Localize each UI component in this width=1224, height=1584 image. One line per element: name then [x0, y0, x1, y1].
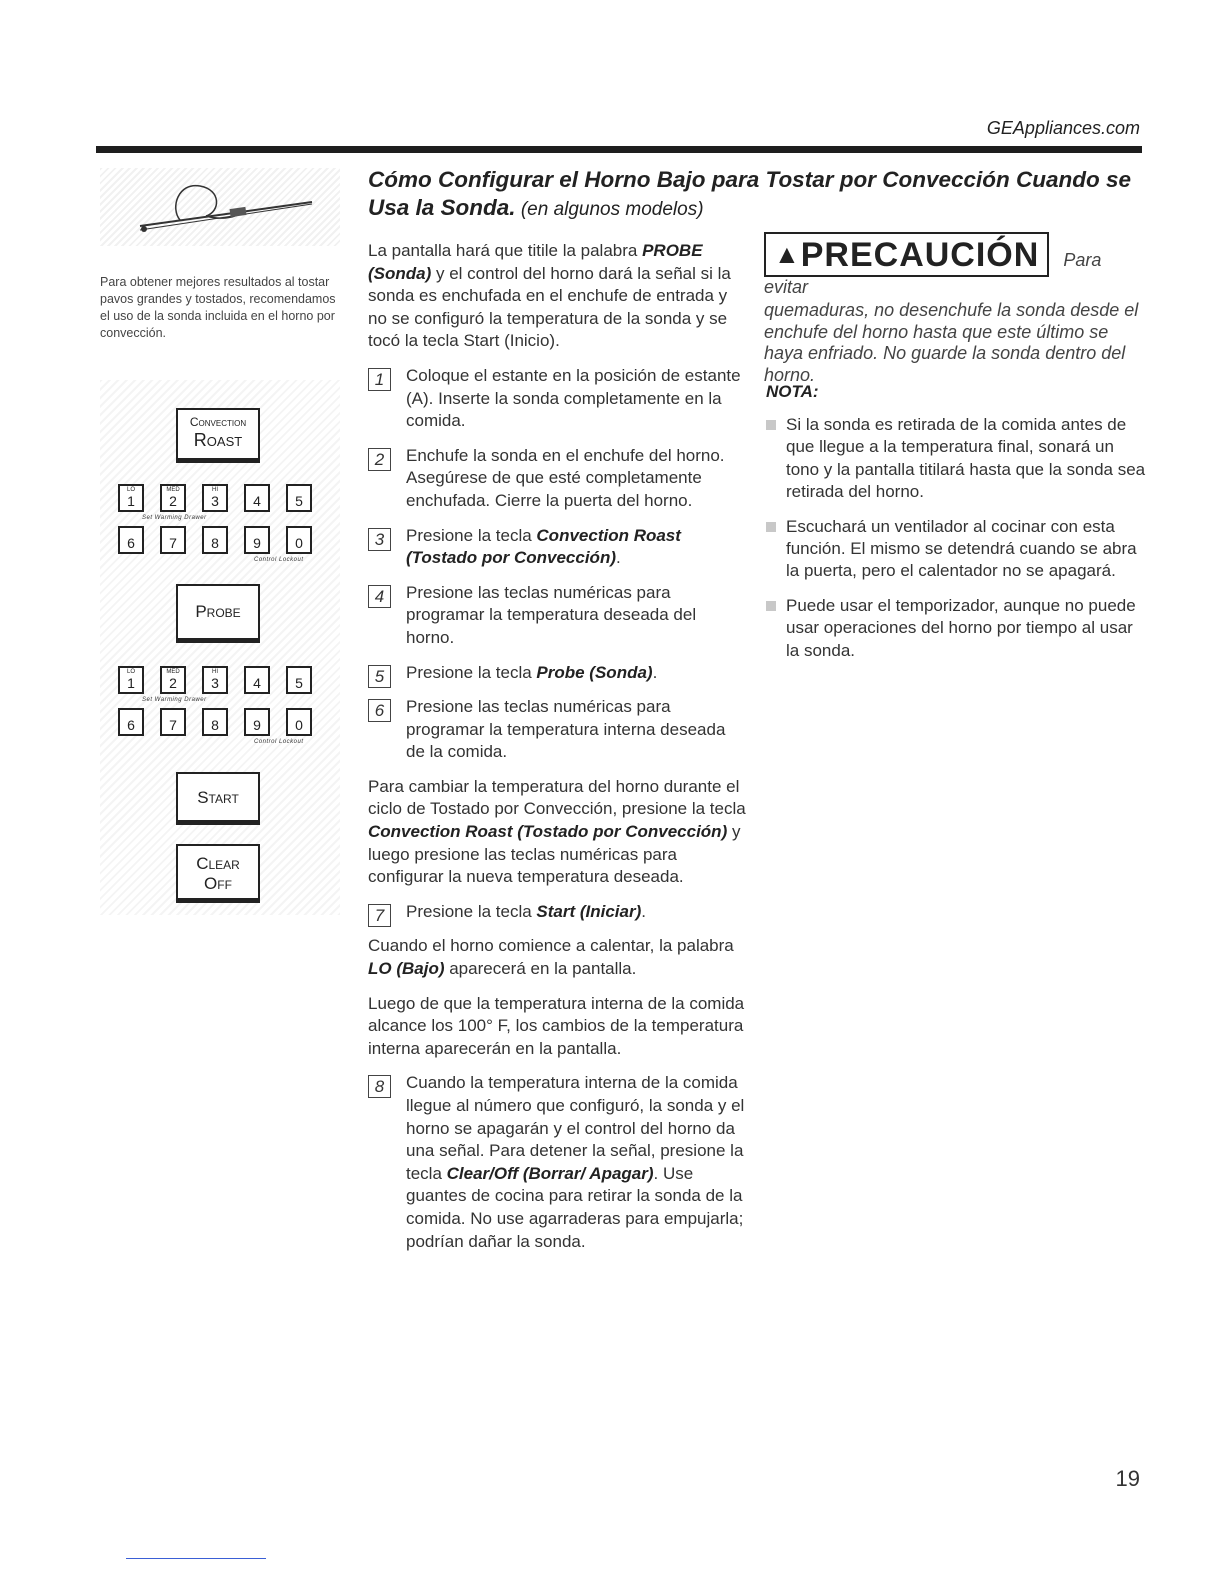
digit-label: 4	[253, 675, 261, 691]
digit-key-9	[244, 708, 270, 736]
digit-key-3	[202, 484, 228, 512]
digit-key-7	[160, 526, 186, 554]
digit-key-5	[286, 484, 312, 512]
step-7	[368, 901, 746, 924]
digit-label: 4	[253, 493, 261, 509]
step-number: 6	[368, 699, 391, 722]
key-name: PROBE (Sonda)	[368, 241, 703, 283]
digit-sublabel: MED	[166, 487, 180, 493]
digit-label: 2	[169, 493, 177, 509]
digit-key-8	[202, 708, 228, 736]
text: Para cambiar la temperatura del horno durante el ciclo de Tostado por Convección, presione la tecla	[368, 776, 746, 819]
key-label: Start	[197, 788, 239, 807]
title-text: Cómo Configurar el Horno Bajo para Tostar por Convección Cuando se Usa la Sonda.	[368, 167, 1132, 220]
digit-key-0	[286, 708, 312, 736]
digit-key-2	[160, 484, 186, 512]
step-4	[368, 582, 746, 650]
step-5	[368, 662, 746, 685]
step-number: 8	[368, 1075, 391, 1098]
note-item	[766, 595, 1146, 662]
key-label: Clear	[196, 854, 240, 873]
digit-label: 8	[211, 535, 219, 551]
text: . Use guantes de cocina para retirar la sonda de la comida. No use agarraderas para empujarla; podrían dañar la sonda.	[406, 1163, 744, 1251]
text: y luego presione las teclas numéricas para configurar la nueva temperatura deseada.	[368, 822, 741, 887]
site-url: GEAppliances.com	[986, 118, 1140, 138]
digit-sublabel: LO	[126, 487, 135, 493]
digit-key-0	[286, 526, 312, 554]
convection-roast-key	[176, 408, 260, 460]
probe-icon	[100, 168, 340, 246]
step-2	[368, 445, 746, 513]
caution-text: quemaduras, no desenchufe la sonda desde el enchufe del horno hasta que este último se haya enfriado. No guarde la sonda dentro del horno.	[764, 300, 1139, 385]
lo-paragraph	[368, 935, 746, 980]
key-label: Off	[204, 874, 232, 893]
step-number: 4	[368, 585, 391, 608]
digit-key-1	[118, 484, 144, 512]
text: Enchufe la sonda en el enchufe del horno. Asegúrese de que esté completamente enchufada. Cierre la puerta del horno.	[406, 445, 725, 510]
text: Presione las teclas numéricas para programar la temperatura interna deseada de la comida.	[406, 697, 726, 762]
note-heading: NOTA:	[766, 382, 819, 401]
caution-label	[764, 232, 1049, 277]
digit-label: 5	[295, 493, 303, 509]
note-text: Escuchará un ventilador al cocinar con esta función. El mismo se detendrá cuando se abra la puerta, pero el calentador no se apagará.	[786, 516, 1137, 581]
digit-key-9	[244, 526, 270, 554]
digit-key-7	[160, 708, 186, 736]
note-item	[766, 414, 1146, 504]
digit-sublabel: LO	[126, 669, 135, 675]
clear-off-key	[176, 844, 260, 900]
step-number: 2	[368, 448, 391, 471]
control-lockout-label: Control Lockout	[254, 739, 304, 745]
square-bullet-icon	[766, 522, 776, 532]
caution-word: PRECAUCIÓN	[800, 236, 1040, 274]
step-8	[368, 1072, 746, 1253]
digit-key-6	[118, 708, 144, 736]
control-lockout-label: Control Lockout	[254, 557, 304, 563]
control-panel-illustration	[100, 380, 340, 915]
note-text: Si la sonda es retirada de la comida antes de que llegue a la temperatura final, sonará un tono y la pantalla titilará hasta que la sonda sea retirada del horno.	[786, 415, 1146, 502]
warming-drawer-label: Set Warming Drawer	[142, 697, 207, 703]
text: La pantalla hará que titile la palabra	[368, 241, 643, 260]
key-label: Probe	[195, 602, 241, 621]
digit-label: 2	[169, 675, 177, 691]
note-item	[766, 516, 1146, 583]
digit-key-5	[286, 666, 312, 694]
step-number: 3	[368, 528, 391, 551]
instructions-column	[368, 240, 746, 1265]
key-label: Convection	[189, 415, 247, 429]
header-rule	[96, 146, 1142, 153]
section-title	[368, 166, 1148, 224]
digit-key-3	[202, 666, 228, 694]
digit-sublabel: MED	[166, 669, 180, 675]
digit-key-6	[118, 526, 144, 554]
temp-paragraph: Luego de que la temperatura interna de la comida alcance los 100° F, los cambios de la temperatura interna aparecerán en la pantalla.	[368, 993, 745, 1058]
probe-key	[176, 584, 260, 640]
warning-triangle-icon: ▲	[774, 239, 801, 269]
square-bullet-icon	[766, 420, 776, 430]
step-number: 7	[368, 904, 391, 927]
text: .	[652, 662, 658, 682]
digit-key-4	[244, 484, 270, 512]
digit-label: 7	[169, 717, 177, 733]
key-name: LO (Bajo)	[368, 959, 445, 979]
digit-label: 9	[253, 535, 261, 551]
digit-sublabel: HI	[212, 669, 218, 675]
change-temp-paragraph	[368, 776, 746, 889]
square-bullet-icon	[766, 601, 776, 611]
text: .	[616, 548, 621, 568]
text: Cuando la temperatura interna de la comida llegue al número que configuró, la sonda y el horno se apagarán y el control del horno da una señal. Para detener la señal, presione la tecla	[406, 1073, 745, 1183]
digit-label: 3	[211, 675, 219, 691]
digit-label: 6	[127, 717, 135, 733]
digit-label: 9	[253, 717, 261, 733]
step-number: 5	[368, 665, 391, 688]
probe-caption: Para obtener mejores resultados al tostar pavos grandes y tostados, recomendamos el uso de la sonda incluida en el horno por convección.	[100, 275, 336, 340]
key-name: Probe (Sonda)	[536, 662, 653, 682]
digit-label: 1	[127, 675, 135, 691]
note-text: Puede usar el temporizador, aunque no puede usar operaciones del horno por tiempo al usar la sonda.	[786, 595, 1136, 660]
caution-block	[764, 232, 1144, 386]
notes-list	[766, 414, 1146, 674]
digit-label: 6	[127, 535, 135, 551]
digit-key-2	[160, 666, 186, 694]
text: Presione la tecla	[406, 525, 537, 545]
start-key	[176, 772, 260, 822]
caution-header	[764, 232, 1144, 298]
key-name: Convection Roast (Tostado por Convección)	[406, 525, 681, 568]
text: Presione la tecla	[406, 662, 537, 682]
text: aparecerá en la pantalla.	[444, 959, 637, 979]
digit-label: 1	[127, 493, 135, 509]
digit-label: 0	[295, 535, 303, 551]
text: Presione las teclas numéricas para programar la temperatura deseada del horno.	[406, 582, 697, 647]
steps-list	[368, 365, 746, 764]
digit-key-4	[244, 666, 270, 694]
key-name: Start (Iniciar)	[536, 901, 642, 921]
step-1	[368, 365, 746, 433]
digit-label: 3	[211, 493, 219, 509]
key-name: Convection Roast (Tostado por Convección)	[368, 822, 728, 842]
footer-line	[126, 1558, 266, 1559]
step-6	[368, 696, 746, 764]
key-name: Clear/Off (Borrar/ Apagar)	[446, 1163, 654, 1183]
text: Cuando el horno comience a calentar, la palabra	[368, 936, 734, 956]
digit-key-1	[118, 666, 144, 694]
digit-label: 0	[295, 717, 303, 733]
key-label: Roast	[193, 430, 243, 450]
step-3	[368, 525, 746, 570]
title-subtitle: (en algunos modelos)	[515, 199, 704, 220]
warming-drawer-label: Set Warming Drawer	[142, 515, 207, 521]
text: Coloque el estante en la posición de estante (A). Inserte la sonda completamente en la comida.	[406, 365, 741, 431]
page-number: 19	[1115, 1466, 1140, 1491]
digit-label: 8	[211, 717, 219, 733]
probe-illustration	[100, 168, 340, 246]
text: y el control del horno dará la señal si la sonda es enchufada en el enchufe de entrada y no se configuró la temperatura de la sonda y se tocó la tecla Start (Inicio).	[368, 263, 731, 351]
text: Presione la tecla	[406, 901, 537, 921]
caution-lead: Para evitar	[764, 250, 1102, 297]
step-number: 1	[368, 368, 391, 391]
text: .	[641, 901, 646, 921]
digit-key-8	[202, 526, 228, 554]
intro-paragraph	[368, 240, 746, 353]
digit-sublabel: HI	[212, 487, 218, 493]
digit-label: 7	[169, 535, 177, 551]
digit-label: 5	[295, 675, 303, 691]
